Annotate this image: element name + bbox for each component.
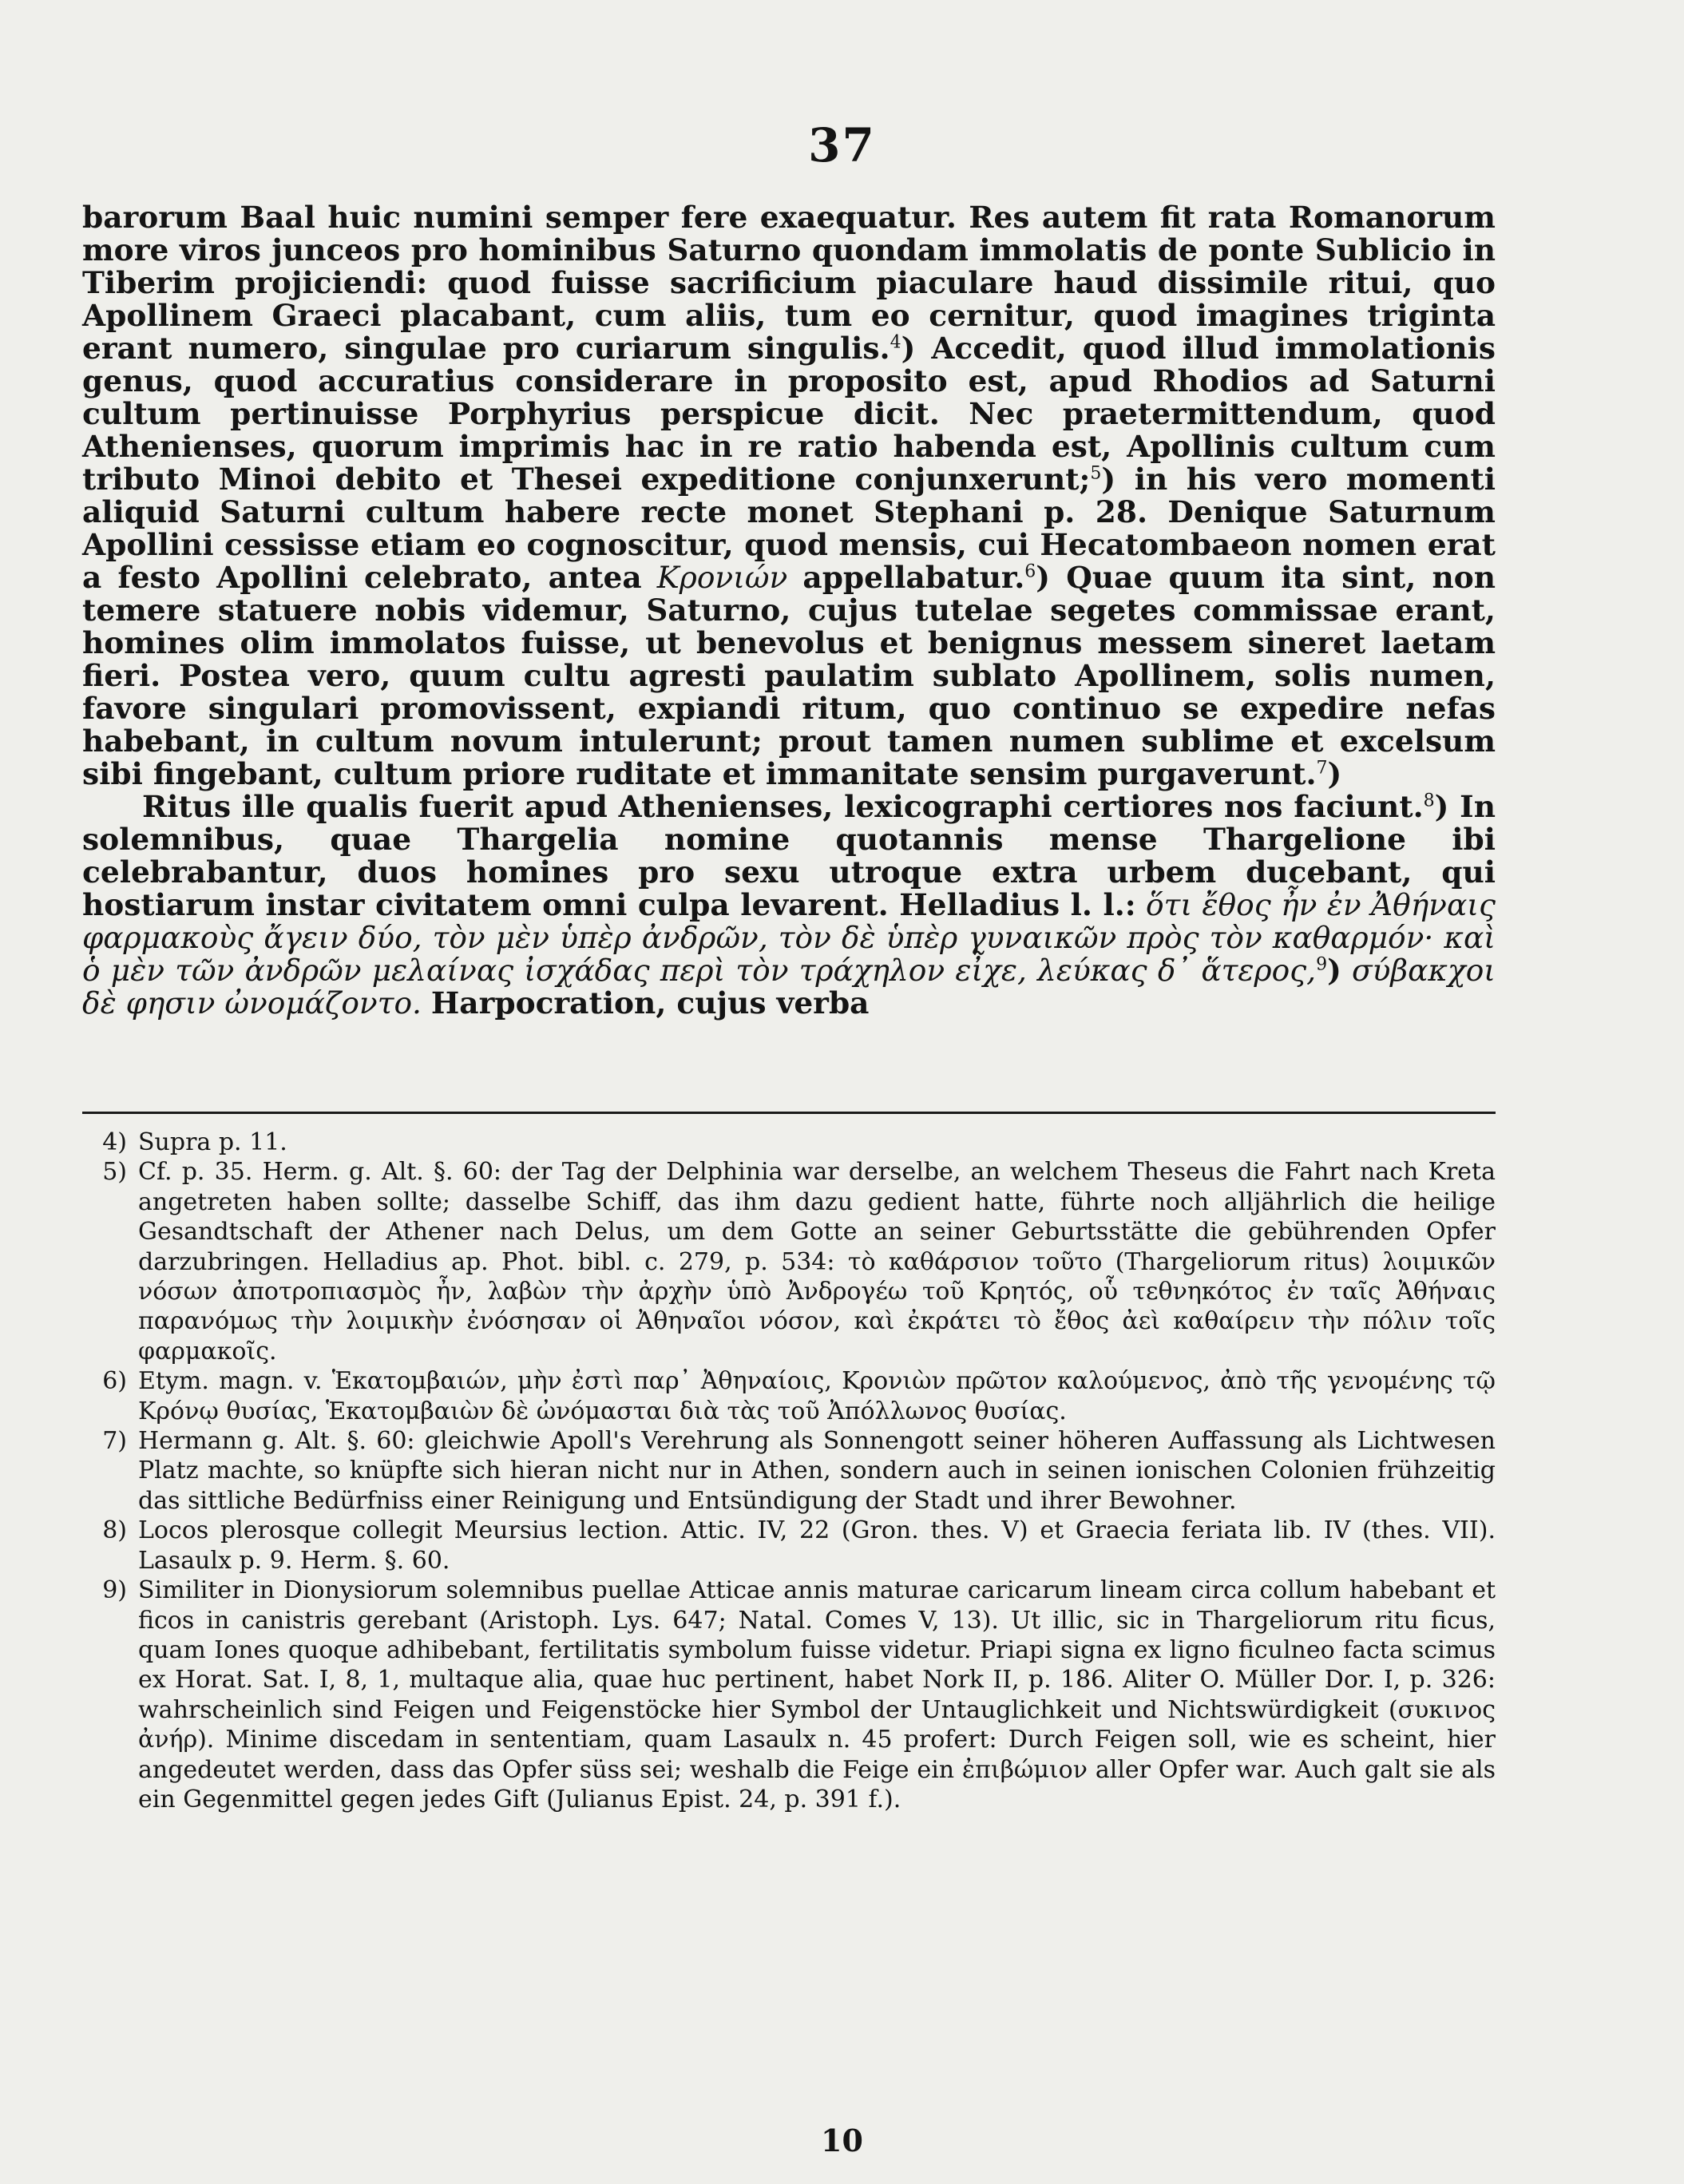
footnote-number: 4) [102,1128,127,1156]
footnote-number: 7) [102,1427,127,1456]
footnote [82,1516,1496,1576]
signature-mark: 10 [821,2123,863,2158]
footnote-number: 8) [102,1516,127,1545]
footnote-ref: 7 [1316,758,1328,779]
footnote-ref: 5 [1090,463,1102,484]
footnote [82,1576,1496,1814]
footnote [82,1426,1496,1516]
text-run: Harpocration, cujus verba [430,985,870,1021]
footnote-ref: 6 [1024,561,1036,582]
greek-text: σύβακχοι δὲ φησιν ὠνομάζοντο. [82,953,1496,1021]
footnote-text: Similiter in Dionysiorum solemnibus puellae Atticae annis maturae caricarum lineam circa collum habebant et ficos in canistris gerebant (Aristoph. Lys. 647; Natal. Comes V, 13). Ut illic, sic in Thargeliorum ritu ficus, quam Iones quoque adhibebant, fertilitatis symbolum fuisse videtur. Priapi signa ex ligno ficulneo facta scimus ex Horat. Sat. I, 8, 1, multaque alia, quae huc pertinent, habet Nork II, p. 186. Aliter O. Müller Dor. I, p. 326: wahrscheinlich sind Feigen und Feigenstöcke hier Symbol der Untauglichkeit und Nichtswürdigkeit (συκινος ἀνήρ). Minime discedam in sententiam, quam Lasaulx n. 45 profert: Durch Feigen soll, wie es scheint, hier angedeutet werden, dass das Opfer süss sei; weshalb die Feige ein ἐπιβώμιον aller Opfer war. Auch galt sie als ein Gegenmittel gegen jedes Gift (Julianus Epist. 24, p. 391 f.). [138,1576,1496,1813]
footnote-ref: 8 [1423,791,1435,811]
text-run: ) in his vero momenti aliquid Saturni cultum habere recte monet Stephani p. 28. Denique Saturnum Apollini cessisse etiam eo cognoscitur, quod mensis, cui Hecatombaeon nomen erat a festo Apollini celebrato, antea [82,462,1496,595]
footnote-ref: 4 [890,332,901,353]
footnote-text: Supra p. 11. [138,1128,287,1156]
main-text [82,201,1496,1020]
footnote-text: Etym. magn. v. Ἑκατομβαιών, μὴν ἐστὶ παρ᾽ Ἀθηναίοις, Κρονιὼν πρῶτον καλούμενος, ἀπὸ τῆς γενομένης τῷ Κρόνῳ θυσίας, Ἑκατομβαιὼν δὲ ὠνόμασται διὰ τὰς τοῦ Ἀπόλλωνος θυσίας. [138,1367,1496,1425]
footnote-number: 6) [102,1367,127,1396]
greek-text: ὅτι ἔθος ἦν ἐν Ἀθήναις φαρμακοὺς ἄγειν δύο, τὸν μὲν ὑπὲρ ἀνδρῶν, τὸν δὲ ὑπὲρ γυναικῶν πρὸς τὸν καθαρμόν· καὶ ὁ μὲν τῶν ἀνδρῶν μελαίνας ἰσχάδας περὶ τὸν τράχηλον εἶχε, λεύκας δ᾽ ἅτερος, [82,887,1496,988]
text-run: appellabatur. [802,560,1025,595]
footnote-text: Locos plerosque collegit Meursius lection. Attic. IV, 22 (Gron. thes. V) et Graecia feriata lib. IV (thes. VII). Lasaulx p. 9. Herm. §. 60. [138,1516,1496,1575]
footnote [82,1128,1496,1157]
footnote [82,1366,1496,1426]
paragraph-2 [82,791,1496,1020]
footnote-text: Hermann g. Alt. §. 60: gleichwie Apoll's Verehrung als Sonnengott seiner höheren Auffassung als Lichtwesen Platz machte, so knüpfte sich hieran nicht nur in Athen, sondern auch in seinen ionischen Colonien frühzeitig das sittliche Bedürfniss einer Reinigung und Entsündigung der Stadt und ihrer Bewohner. [138,1427,1496,1515]
text-run: ) Quae quum ita sint, non temere statuere nobis videmur, Saturno, cujus tutelae segetes commissae erant, homines olim immolatos fuisse, ut benevolus et benignus messem sineret laetam fieri. Postea vero, quum cultu agresti paulatim sublato Apollinem, solis numen, favore singulari promovissent, expiandi ritum, quo continuo se expedire nefas habebant, in cultum novum intulerunt; prout tamen numen sublime et excelsum sibi fingebant, cultum priore ruditate et immanitate sensim purgaverunt. [82,560,1496,791]
text-run: Ritus ille qualis fuerit apud Athenienses, lexicographi certiores nos faciunt. [142,789,1424,824]
footnotes [82,1128,1496,1814]
footnote-divider [82,1112,1496,1114]
paragraph-1 [82,201,1496,791]
text-run: ) In solemnibus, quae Thargelia nomine quotannis mense Thargelione ibi celebrabantur, duos homines pro sexu utroque extra urbem ducebant, qui hostiarum instar civitatem omni culpa levarent. Helladius l. l.: [82,789,1496,922]
greek-text: Κρονιών [656,560,788,595]
footnote [82,1157,1496,1366]
text-run: ) Accedit, quod illud immolationis genus, quod accuratius considerare in proposito est, apud Rhodios ad Saturni cultum pertinuisse Porphyrius perspicue dicit. Nec praetermittendum, quod Athenienses, quorum imprimis hac in re ratio habenda est, Apollinis cultum cum tributo Minoi debito et Thesei expeditione conjunxerunt; [82,331,1496,497]
page-number: 37 [808,118,876,172]
footnote-number: 9) [102,1576,127,1605]
text-run: barorum Baal huic numini semper fere exaequatur. Res autem fit rata Romanorum more viros junceos pro hominibus Saturno quondam immolatis de ponte Sublicio in Tiberim projiciendi: quod fuisse sacrificium piaculare haud dissimile ritui, quo Apollinem Graeci placabant, cum aliis, tum eo cernitur, quod imagines triginta erant numero, singulae pro curiarum singulis. [82,200,1496,366]
text-run: ) [1327,756,1342,791]
text-run: ) [1327,953,1341,988]
footnote-ref: 9 [1316,954,1328,975]
footnote-number: 5) [102,1158,127,1187]
footnote-text: Cf. p. 35. Herm. g. Alt. §. 60: der Tag der Delphinia war derselbe, an welchem Theseus die Fahrt nach Kreta angetreten haben sollte; dasselbe Schiff, das ihm dazu gedient hatte, führte noch alljährlich die heilige Gesandtschaft der Athener nach Delus, um dem Gotte an seiner Geburtsstätte die gebührenden Opfer darzubringen. Helladius ap. Phot. bibl. c. 279, p. 534: τὸ καθάρσιον τοῦτο (Thargeliorum ritus) λοιμικῶν νόσων ἀποτροπιασμὸς ἦν, λαβὼν τὴν ἀρχὴν ὑπὸ Ἀνδρογέω τοῦ Κρητός, οὗ τεθνηκότος ἐν ταῖς Ἀθήναις παρανόμως τὴν λοιμικὴν ἐνόσησαν οἱ Ἀθηναῖοι νόσον, καὶ ἐκράτει τὸ ἔθος ἀεὶ καθαίρειν τὴν πόλιν τοῖς φαρμακοῖς. [138,1158,1496,1365]
